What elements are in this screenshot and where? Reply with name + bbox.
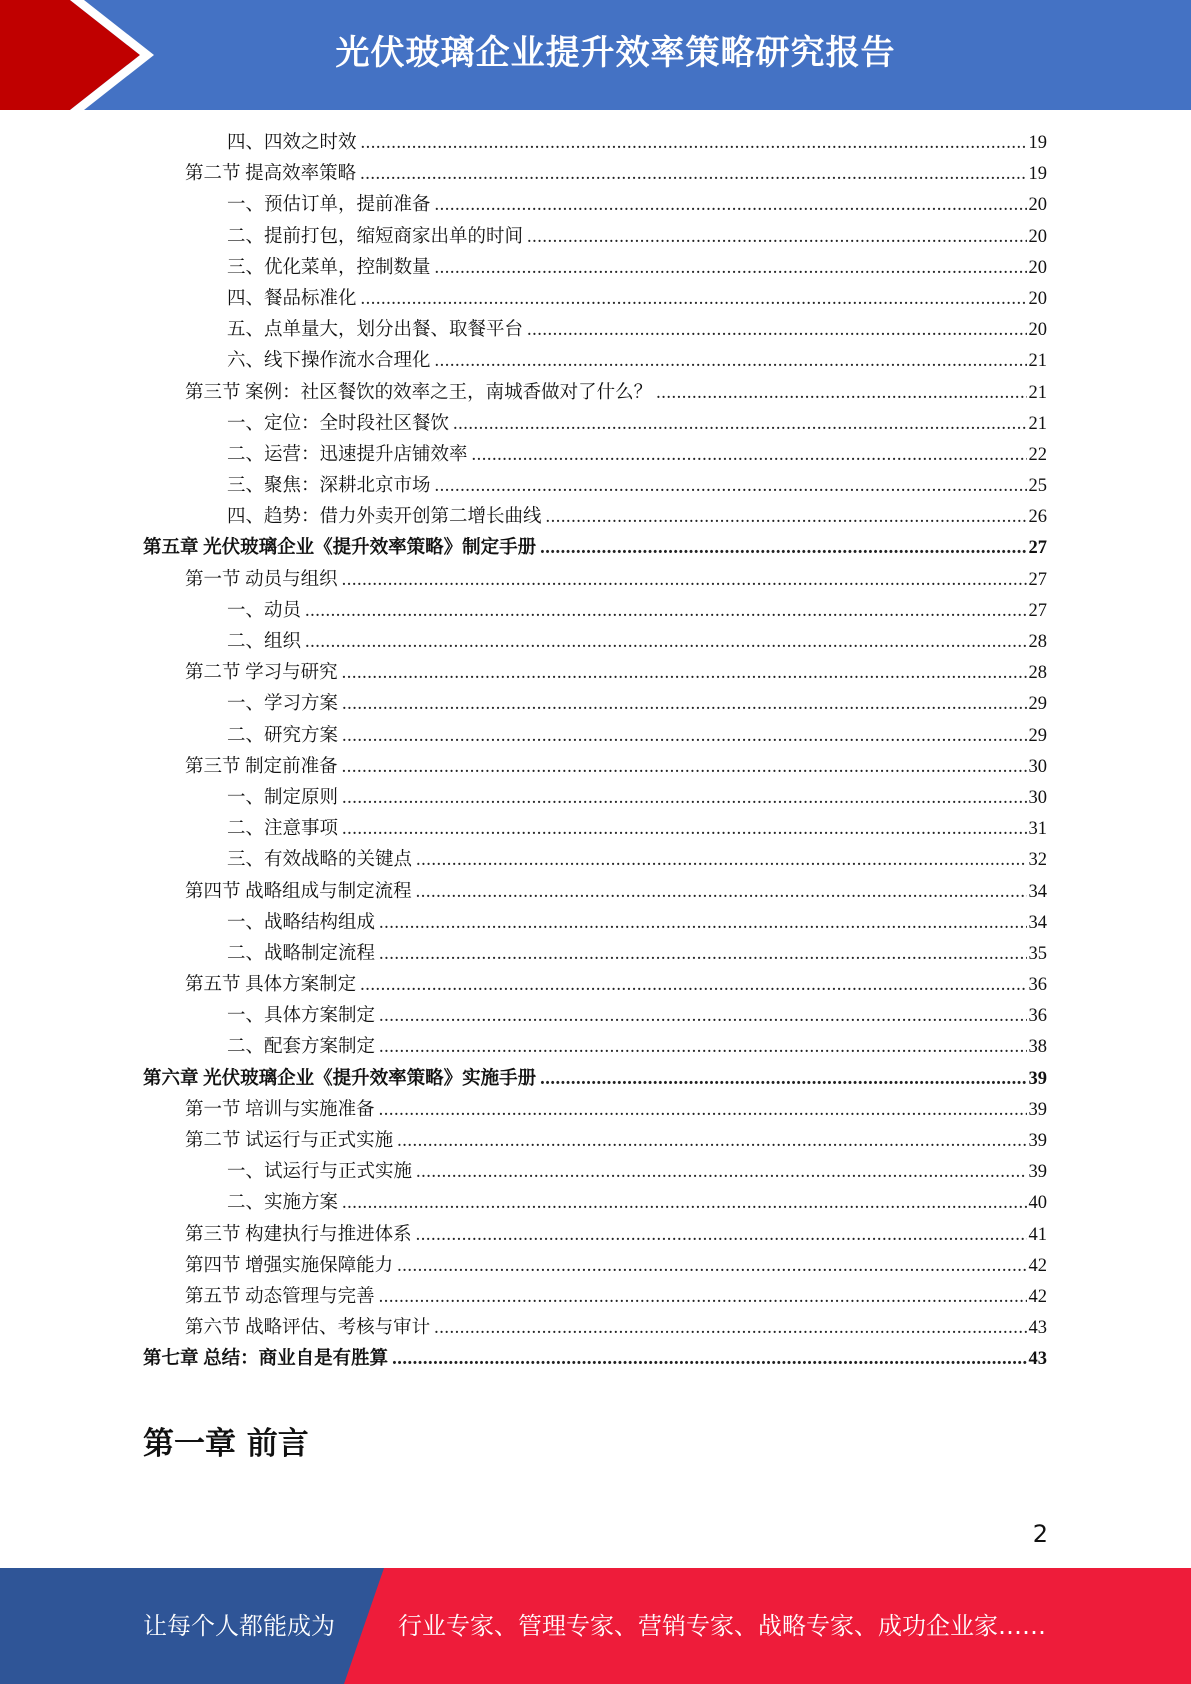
toc-entry-page: 28 [1028, 663, 1047, 684]
toc-entry[interactable] [143, 1095, 1047, 1126]
toc-entry-page: 39 [1028, 1162, 1047, 1183]
toc-entry-label: 第二节 提高效率策略 [185, 164, 357, 185]
toc-entry-page: 27 [1028, 538, 1047, 559]
toc-entry-page: 30 [1028, 787, 1047, 808]
toc-entry-page: 38 [1028, 1037, 1047, 1058]
toc-entry-page: 27 [1028, 569, 1047, 590]
toc-entry-page: 21 [1028, 382, 1047, 403]
toc-entry-page: 22 [1028, 444, 1047, 465]
toc-leader-dots [416, 845, 1026, 876]
toc-entry[interactable] [143, 409, 1047, 440]
toc-entry-label: 六、线下操作流水合理化 [227, 351, 431, 372]
toc-entry-label: 第三节 案例：社区餐饮的效率之王，南城香做对了什么？ [185, 382, 653, 403]
toc-entry-label: 一、具体方案制定 [227, 1006, 376, 1027]
toc-entry-label: 三、优化菜单，控制数量 [227, 257, 431, 278]
toc-entry-page: 43 [1028, 1349, 1047, 1370]
toc-entry-label: 第六章 光伏玻璃企业《提升效率策略》实施手册 [143, 1068, 537, 1089]
toc-entry-label: 二、战略制定流程 [227, 943, 376, 964]
toc-entry-page: 42 [1028, 1286, 1047, 1307]
toc-leader-dots [540, 1064, 1026, 1095]
toc-entry-page: 29 [1028, 694, 1047, 715]
toc-leader-dots [435, 190, 1027, 221]
toc-entry-label: 一、定位：全时段社区餐饮 [227, 413, 450, 434]
table-of-contents [143, 128, 1047, 1376]
toc-entry-page: 20 [1028, 226, 1047, 247]
toc-entry-page: 40 [1028, 1193, 1047, 1214]
toc-entry[interactable] [143, 1313, 1047, 1344]
toc-entry[interactable] [143, 970, 1047, 1001]
toc-entry[interactable] [143, 658, 1047, 689]
toc-leader-dots [527, 222, 1026, 253]
toc-entry[interactable] [143, 346, 1047, 377]
toc-leader-dots [453, 409, 1026, 440]
toc-entry-label: 五、点单量大，划分出餐、取餐平台 [227, 320, 524, 341]
toc-entry[interactable] [143, 1344, 1047, 1375]
header-title: 光伏玻璃企业提升效率策略研究报告 [335, 33, 896, 73]
toc-entry[interactable] [143, 190, 1047, 221]
toc-entry[interactable] [143, 1251, 1047, 1282]
toc-leader-dots [435, 346, 1027, 377]
toc-leader-dots [342, 814, 1026, 845]
toc-leader-dots [392, 1344, 1026, 1375]
toc-leader-dots [342, 721, 1026, 752]
toc-entry[interactable] [143, 471, 1047, 502]
toc-entry[interactable] [143, 1001, 1047, 1032]
toc-entry[interactable] [143, 596, 1047, 627]
toc-entry-page: 42 [1028, 1255, 1047, 1276]
toc-leader-dots [379, 1032, 1026, 1063]
toc-entry[interactable] [143, 565, 1047, 596]
toc-entry-label: 第四节 战略组成与制定流程 [185, 881, 412, 902]
toc-entry-label: 第三节 构建执行与推进体系 [185, 1224, 412, 1245]
toc-entry[interactable] [143, 1064, 1047, 1095]
toc-entry-page: 20 [1028, 288, 1047, 309]
toc-leader-dots [360, 159, 1026, 190]
toc-leader-dots [342, 783, 1026, 814]
toc-leader-dots [361, 128, 1027, 159]
toc-entry-label: 一、学习方案 [227, 694, 339, 715]
toc-entry[interactable] [143, 1157, 1047, 1188]
toc-entry[interactable] [143, 783, 1047, 814]
toc-entry[interactable] [143, 721, 1047, 752]
footer-slogan-left: 让每个人都能成为 [143, 1612, 335, 1640]
toc-entry-page: 28 [1028, 632, 1047, 652]
toc-leader-dots [342, 689, 1026, 720]
toc-entry[interactable] [143, 1126, 1047, 1157]
toc-entry[interactable] [143, 222, 1047, 253]
toc-leader-dots [379, 1282, 1027, 1313]
toc-leader-dots [397, 1126, 1026, 1157]
toc-leader-dots [361, 284, 1027, 315]
toc-leader-dots [305, 627, 1026, 658]
toc-leader-dots [546, 502, 1027, 533]
toc-entry-page: 31 [1028, 819, 1047, 840]
toc-leader-dots [416, 877, 1027, 908]
toc-entry-page: 29 [1028, 725, 1047, 746]
toc-entry-label: 一、动员 [227, 600, 302, 621]
toc-entry-page: 27 [1028, 600, 1047, 621]
toc-leader-dots [379, 1095, 1027, 1126]
toc-entry[interactable] [143, 253, 1047, 284]
toc-entry-label: 二、提前打包，缩短商家出单的时间 [227, 226, 524, 247]
toc-leader-dots [305, 596, 1026, 627]
toc-entry[interactable] [143, 284, 1047, 315]
toc-entry-label: 三、聚焦：深耕北京市场 [227, 476, 431, 497]
toc-entry[interactable] [143, 128, 1047, 159]
toc-entry-label: 第二节 学习与研究 [185, 663, 338, 684]
toc-entry-page: 20 [1028, 320, 1047, 341]
toc-entry-label: 第五章 光伏玻璃企业《提升效率策略》制定手册 [143, 538, 537, 559]
toc-entry-page: 39 [1028, 1068, 1047, 1089]
toc-entry[interactable] [143, 908, 1047, 939]
toc-leader-dots [379, 939, 1026, 970]
toc-entry-page: 30 [1028, 756, 1047, 777]
toc-entry[interactable] [143, 159, 1047, 190]
toc-entry-label: 第一节 动员与组织 [185, 569, 338, 590]
toc-entry-label: 二、实施方案 [227, 1193, 339, 1214]
toc-entry-label: 一、制定原则 [227, 787, 339, 808]
toc-entry-page: 25 [1028, 476, 1047, 497]
page-footer [0, 1568, 1191, 1684]
toc-entry-page: 41 [1028, 1224, 1047, 1245]
toc-entry-page: 35 [1028, 943, 1047, 964]
toc-entry-label: 二、研究方案 [227, 725, 339, 746]
toc-leader-dots [472, 440, 1027, 471]
page-header [0, 0, 1191, 110]
toc-leader-dots [342, 658, 1027, 689]
toc-leader-dots [527, 315, 1026, 346]
toc-entry-label: 一、预估订单，提前准备 [227, 195, 431, 216]
toc-entry-page: 43 [1028, 1318, 1047, 1339]
toc-entry[interactable] [143, 1220, 1047, 1251]
toc-entry-page: 39 [1028, 1099, 1047, 1120]
toc-entry-label: 第四节 增强实施保障能力 [185, 1255, 394, 1276]
toc-entry-label: 第五节 具体方案制定 [185, 975, 357, 996]
toc-entry[interactable] [143, 627, 1047, 658]
toc-leader-dots [416, 1220, 1027, 1251]
toc-entry[interactable] [143, 378, 1047, 409]
toc-leader-dots [379, 1001, 1026, 1032]
toc-leader-dots [397, 1251, 1026, 1282]
toc-entry[interactable] [143, 315, 1047, 346]
toc-leader-dots [342, 752, 1027, 783]
toc-leader-dots [416, 1157, 1026, 1188]
toc-entry-label: 三、有效战略的关键点 [227, 850, 413, 871]
toc-entry-page: 21 [1028, 351, 1047, 372]
toc-leader-dots [435, 471, 1027, 502]
toc-entry[interactable] [143, 877, 1047, 908]
toc-entry-label: 二、运营：迅速提升店铺效率 [227, 444, 468, 465]
toc-leader-dots [342, 565, 1027, 596]
toc-entry[interactable] [143, 533, 1047, 564]
toc-leader-dots [342, 1188, 1026, 1219]
toc-entry[interactable] [143, 752, 1047, 783]
toc-leader-dots [435, 253, 1027, 284]
toc-entry-label: 二、组织 [227, 632, 302, 652]
toc-leader-dots [360, 970, 1026, 1001]
toc-entry-label: 四、趋势：借力外卖开创第二增长曲线 [227, 507, 542, 528]
toc-entry[interactable] [143, 939, 1047, 970]
toc-entry-label: 四、四效之时效 [227, 133, 357, 153]
toc-entry-page: 19 [1028, 133, 1047, 153]
toc-leader-dots [540, 533, 1026, 564]
toc-entry-label: 二、配套方案制定 [227, 1037, 376, 1058]
toc-entry-label: 第三节 制定前准备 [185, 756, 338, 777]
toc-entry-label: 第一节 培训与实施准备 [185, 1099, 375, 1120]
toc-entry-page: 34 [1028, 881, 1047, 902]
toc-entry[interactable] [143, 1032, 1047, 1063]
page-number: 2 [1032, 1520, 1048, 1548]
toc-entry-page: 20 [1028, 257, 1047, 278]
toc-entry[interactable] [143, 814, 1047, 845]
toc-entry-label: 第六节 战略评估、考核与审计 [185, 1318, 431, 1339]
toc-entry-label: 一、试运行与正式实施 [227, 1162, 413, 1183]
toc-entry-label: 第二节 试运行与正式实施 [185, 1131, 394, 1151]
toc-entry-page: 39 [1028, 1131, 1047, 1151]
toc-entry-page: 21 [1028, 413, 1047, 434]
toc-entry-label: 一、战略结构组成 [227, 912, 376, 933]
toc-entry-label: 第七章 总结：商业自是有胜算 [143, 1349, 389, 1370]
toc-entry[interactable] [143, 440, 1047, 471]
footer-slogan-right: 行业专家、管理专家、营销专家、战略专家、成功企业家…… [398, 1612, 1046, 1640]
toc-leader-dots [656, 378, 1026, 409]
toc-entry-page: 26 [1028, 507, 1047, 528]
toc-entry-label: 二、注意事项 [227, 819, 339, 840]
toc-entry[interactable] [143, 689, 1047, 720]
toc-entry-label: 四、餐品标准化 [227, 288, 357, 309]
toc-entry-page: 20 [1028, 195, 1047, 216]
toc-entry[interactable] [143, 502, 1047, 533]
toc-entry-page: 34 [1028, 912, 1047, 933]
toc-entry-page: 19 [1028, 164, 1047, 185]
toc-entry[interactable] [143, 1188, 1047, 1219]
toc-entry-label: 第五节 动态管理与完善 [185, 1286, 375, 1307]
chapter-heading: 第一章 前言 [143, 1426, 309, 1462]
toc-entry-page: 36 [1028, 1006, 1047, 1027]
toc-entry[interactable] [143, 845, 1047, 876]
toc-entry[interactable] [143, 1282, 1047, 1313]
toc-leader-dots [379, 908, 1026, 939]
toc-leader-dots [434, 1313, 1026, 1344]
toc-entry-page: 32 [1028, 850, 1047, 871]
toc-entry-page: 36 [1028, 975, 1047, 996]
